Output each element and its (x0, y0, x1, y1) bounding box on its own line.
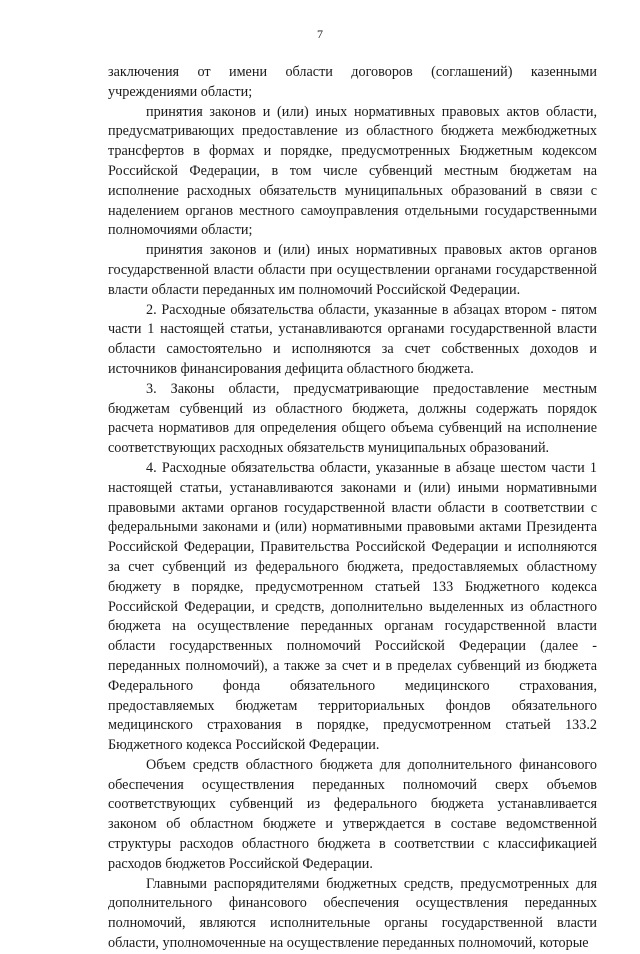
document-body (108, 63, 597, 954)
paragraph-intergovernmental-transfers: принятия законов и (или) иных нормативных правовых актов области, предусматривающих предоставление из областного бюджета межбюджетных трансфертов в формах и порядке, предусмотренных Бюджетным кодексом Российской Федерации, в том числе субвенций местным бюджетам на исполнение расходных обязательств муниципальных образований в связи с наделением органов местного самоуправления отдельными государственными полномочиями области; (108, 103, 597, 239)
paragraph-item-2: 2. Расходные обязательства области, указанные в абзацах втором - пятом части 1 настоящей статьи, устанавливаются органами государственной власти области самостоятельно и исполняются за счет собственных доходов и источников финансирования дефицита областного бюджета. (108, 301, 597, 377)
paragraph-continuation: заключения от имени области договоров (соглашений) казенными учреждениями области; (108, 64, 597, 100)
paragraph-item-4: 4. Расходные обязательства области, указанные в абзаце шестом части 1 настоящей статьи, устанавливаются законами и (или) иными нормативными правовыми актами органов государственной власти области в соответствии с федеральными законами и (или) нормативными правовыми актами Президента Российской Федерации, Правительства Российской Федерации и исполняются за счет субвенций из федерального бюджета, предоставляемых областному бюджету в порядке, предусмотренном статьей 133 Бюджетного кодекса Российской Федерации, и средств, дополнительно выделенных из областного бюджета на осуществление переданных органам государственной власти области государственных полномочий Российской Федерации (далее - переданных полномочий), а также за счет и в пределах субвенций из бюджета Федерального фонда обязательного медицинского страхования, предоставляемых бюджетам территориальных фондов обязательного медицинского страхования в порядке, предусмотренном статьей 133.2 Бюджетного кодекса Российской Федерации. (108, 459, 597, 754)
paragraph-additional-funding: Объем средств областного бюджета для дополнительного финансового обеспечения осуществления переданных полномочий сверх объемов соответствующих субвенций из федерального бюджета устанавливается законом об областном бюджете и утверждается в составе ведомственной структуры расходов областного бюджета в соответствии с классификацией расходов бюджетов Российской Федерации. (108, 756, 597, 872)
paragraph-delegated-federal-powers: принятия законов и (или) иных нормативных правовых актов органов государственной власти области при осуществлении органами государственной власти области переданных им полномочий Российской Федерации. (108, 242, 597, 298)
paragraph-chief-administrators: Главными распорядителями бюджетных средств, предусмотренных для дополнительного финансового обеспечения осуществления переданных полномочий, являются исполнительные органы государственной власти области, уполномоченные на осуществление переданных полномочий, которые (108, 875, 597, 952)
paragraph-item-3: 3. Законы области, предусматривающие предоставление местным бюджетам субвенций из областного бюджета, должны содержать порядок расчета нормативов для определения общего объема субвенций на исполнение соответствующих расходных обязательств муниципальных образований. (108, 380, 597, 457)
page-number: 7 (317, 27, 323, 41)
